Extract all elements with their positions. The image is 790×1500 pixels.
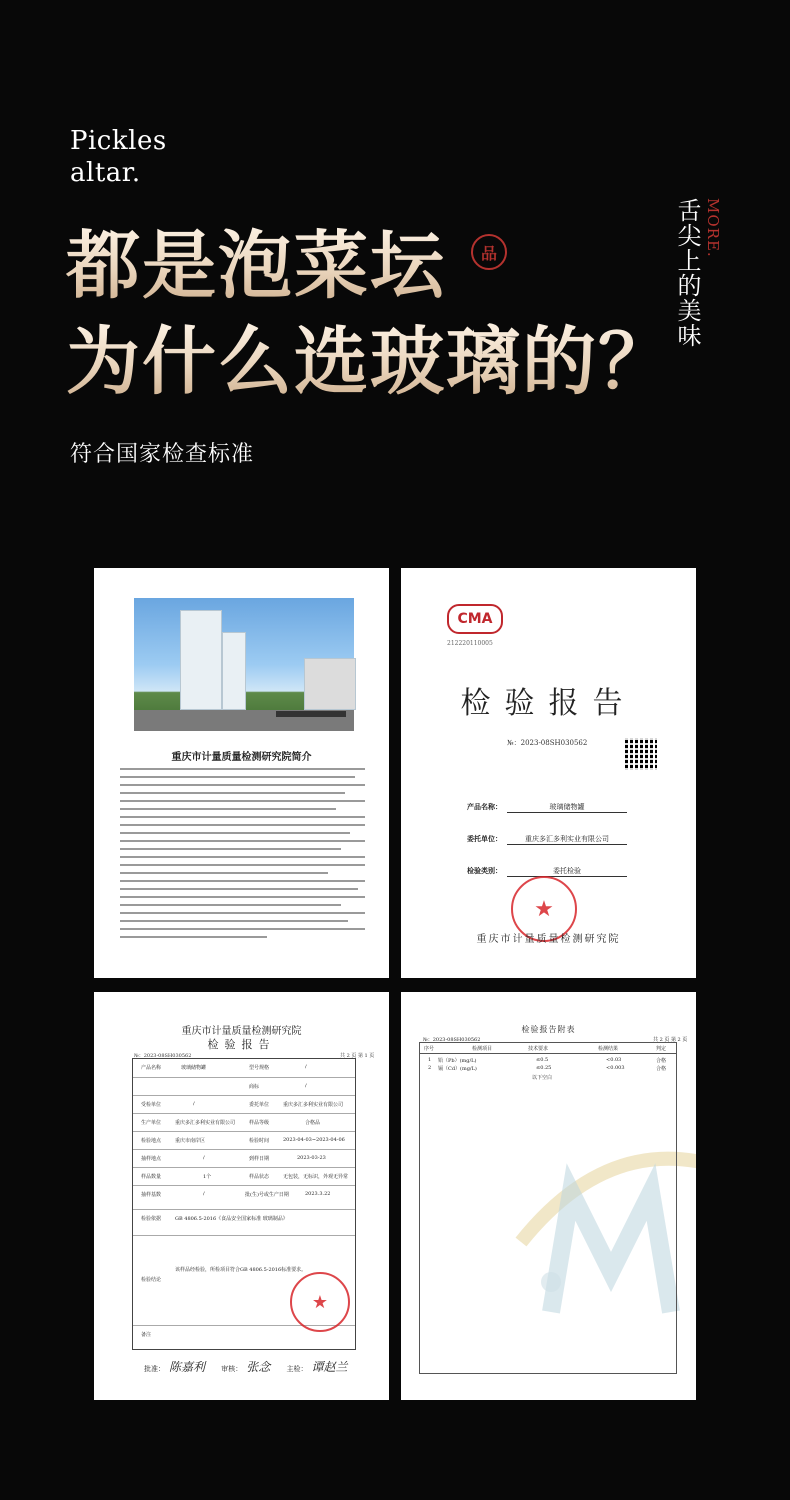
table-row: 备注 xyxy=(133,1325,355,1350)
report-number: №：2023-08SH030562 xyxy=(507,739,588,747)
intro-body-text xyxy=(120,768,365,944)
table-header: 序号 检测项目 技术要求 检测结果 判定 xyxy=(420,1043,676,1054)
field-product-label: 产品名称： xyxy=(467,802,502,811)
report-page-1-document xyxy=(94,992,389,1400)
cma-logo: CMA xyxy=(447,604,503,634)
page-indicator: 共 2 页 第 2 页 xyxy=(653,1037,688,1043)
field-product-value: 玻璃储物罐 xyxy=(507,802,627,813)
official-stamp-icon: ★ xyxy=(511,876,577,942)
page-indicator: 共 2 页 第 1 页 xyxy=(340,1053,375,1059)
field-client-label: 委托单位： xyxy=(467,834,502,843)
intro-title: 重庆市计量质量检测研究院简介 xyxy=(171,752,312,763)
report-appendix-document xyxy=(401,992,696,1400)
report-org: 重庆市计量质量检测研究院 xyxy=(181,1026,302,1037)
subtitle: 符合国家检查标准 xyxy=(70,442,255,467)
cma-number: 212220110005 xyxy=(447,640,493,647)
table-row: 生产单位 重庆多汇多利实业有限公司 样品等级 合格品 xyxy=(133,1113,355,1132)
table-row: 产品名称 玻璃储物罐 型号规格 / xyxy=(141,1064,307,1071)
table-row: 样品数量 1个 样品状态 无包装，无标识，外观无异常 xyxy=(133,1167,355,1186)
qr-code-icon xyxy=(625,738,657,770)
headline-line2: 为什么选玻璃的？ xyxy=(66,314,674,410)
table-row: 商标 / xyxy=(133,1077,355,1096)
report-title: 检验报告 xyxy=(460,686,637,721)
signature-row: 批准： 陈嘉利 审核： 张念 主检： 谭赵兰 xyxy=(144,1360,348,1374)
seal-icon: 品 xyxy=(471,234,507,270)
table-row: 抽样基数 / 批(生)号或生产日期 2023.3.22 xyxy=(133,1185,355,1204)
institute-intro-document xyxy=(94,568,389,978)
report-number: №：2023-08SH030562 xyxy=(423,1037,481,1043)
signature-image: 陈嘉利 xyxy=(169,1360,206,1374)
table-row: 检验依据 GB 4806.5-2016《食品安全国家标准 玻璃制品》 xyxy=(133,1209,355,1228)
blank-note: 以下空白 xyxy=(532,1075,553,1081)
appendix-title: 检验报告附表 xyxy=(521,1025,576,1034)
table-row: 检验结论 该样品经检验，所检项目符合GB 4806.5-2016标准要求。 xyxy=(133,1235,355,1326)
english-title xyxy=(70,125,167,189)
field-client-value: 重庆多汇多利实业有限公司 xyxy=(507,834,627,845)
official-stamp-icon: ★ xyxy=(290,1272,350,1332)
table-row: 抽样地点 / 到样日期 2023-03-23 xyxy=(133,1149,355,1168)
report-number: №：2023-08SH030562 xyxy=(134,1053,192,1059)
vertical-tagline: 舌尖上的美味 xyxy=(673,198,701,348)
table-row: 受检单位 / 委托单位 重庆多汇多利实业有限公司 xyxy=(133,1095,355,1114)
english-title-line2: altar. xyxy=(70,158,141,188)
issuing-organization: 重庆市计量质量检测研究院 xyxy=(476,934,621,945)
institute-building-photo xyxy=(134,598,354,731)
english-title-line1: Pickles xyxy=(70,126,167,156)
headline-line1: 都是泡菜坛 xyxy=(66,218,674,314)
vertical-more-label: MORE. xyxy=(704,198,722,258)
results-table: 序号 检测项目 技术要求 检测结果 判定 1 铅（Pb）(mg/L) ≤0.5 <0.03 合格 2 镉（Cd）(mg/L) ≤0.25 <0.003 合格 以下空白 xyxy=(419,1042,677,1374)
report-cover-document xyxy=(401,568,696,978)
table-row: 检验地点 重庆市南岸区 检验时间 2023-04-03~2023-04-06 xyxy=(133,1131,355,1150)
field-type-value: 委托检验 xyxy=(507,866,627,877)
field-type-label: 检验类别： xyxy=(467,866,502,875)
signature-image: 张念 xyxy=(246,1360,271,1374)
report-title: 检验报告 xyxy=(207,1038,276,1051)
signature-image: 谭赵兰 xyxy=(311,1360,348,1374)
headline xyxy=(66,218,674,410)
